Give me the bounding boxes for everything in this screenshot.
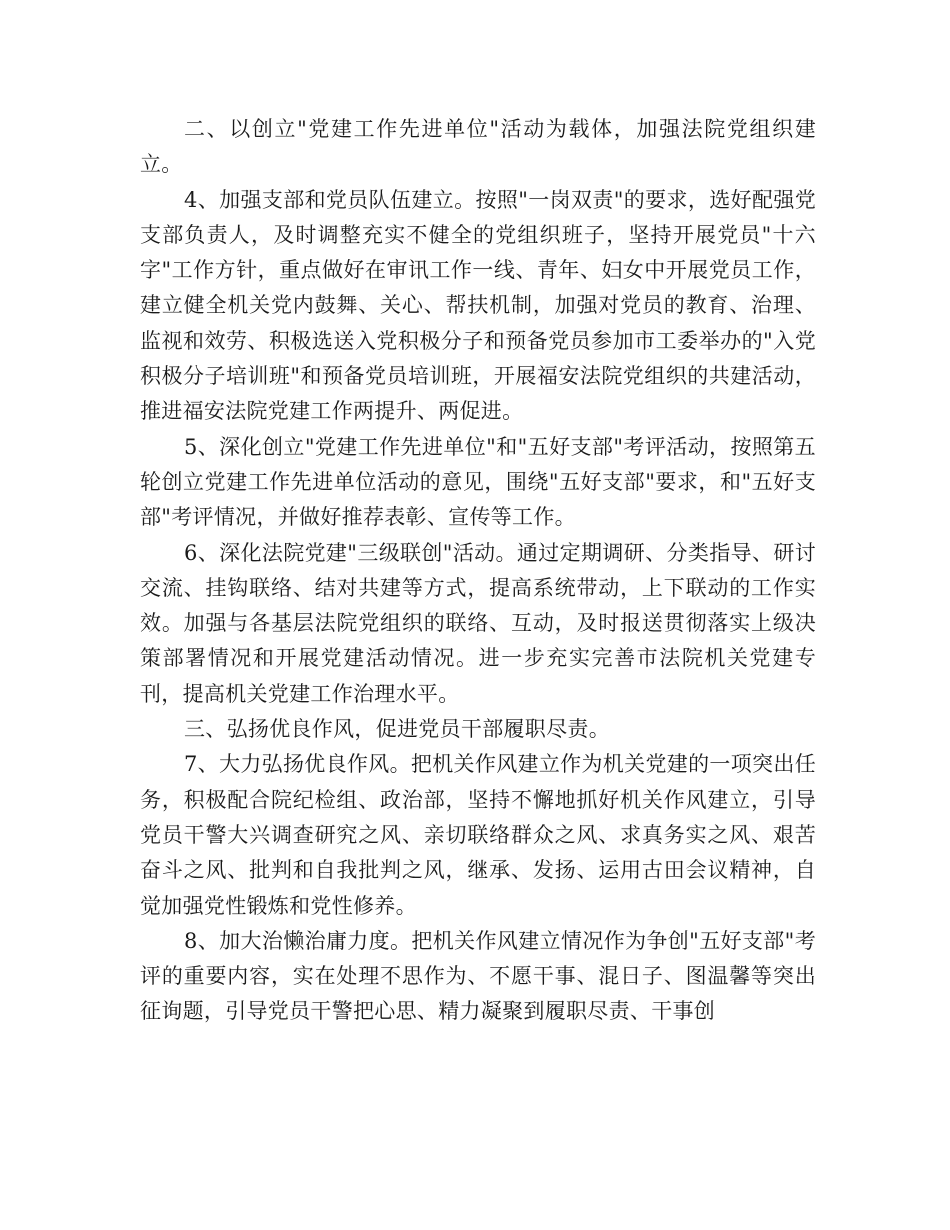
section-heading-2: 二、以创立"党建工作先进单位"活动为载体，加强法院党组织建立。 bbox=[140, 117, 816, 177]
document-body bbox=[140, 112, 816, 1030]
section-heading-3: 三、弘扬优良作风，促进党员干部履职尽责。 bbox=[184, 717, 610, 742]
paragraph-item-8: 8、加大治懒治庸力度。把机关作风建立情况作为争创"五好支部"考评的重要内容，实在处理不思作为、不愿干事、混日子、图温馨等突出征询题，引导党员干警把心思、精力凝聚到履职尽责、干事创 bbox=[140, 928, 816, 1024]
paragraph-item-6: 6、深化法院党建"三级联创"活动。通过定期调研、分类指导、研讨交流、挂钩联络、结对共建等方式，提高系统带动，上下联动的工作实效。加强与各基层法院党组织的联络、互动，及时报送贯彻落实上级决策部署情况和开展党建活动情况。进一步充实完善市法院机关党建专刊，提高机关党建工作治理水平。 bbox=[140, 540, 816, 706]
paragraph-item-4: 4、加强支部和党员队伍建立。按照"一岗双责"的要求，选好配强党支部负责人，及时调整充实不健全的党组织班子，坚持开展党员"十六字"工作方针，重点做好在审讯工作一线、青年、妇女中开展党员工作，建立健全机关党内鼓舞、关心、帮扶机制，加强对党员的教育、治理、监视和效劳、积极选送入党积极分子和预备党员参加市工委举办的"入党积极分子培训班"和预备党员培训班，开展福安法院党组织的共建活动，推进福安法院党建工作两提升、两促进。 bbox=[140, 187, 816, 424]
paragraph-item-5: 5、深化创立"党建工作先进单位"和"五好支部"考评活动，按照第五轮创立党建工作先进单位活动的意见，围绕"五好支部"要求，和"五好支部"考评情况，并做好推荐表彰、宣传等工作。 bbox=[140, 434, 816, 530]
paragraph-item-7: 7、大力弘扬优良作风。把机关作风建立作为机关党建的一项突出任务，积极配合院纪检组、政治部，坚持不懈地抓好机关作风建立，引导党员干警大兴调查研究之风、亲切联络群众之风、求真务实之风、艰苦奋斗之风、批判和自我批判之风，继承、发扬、运用古田会议精神，自觉加强党性锻炼和党性修养。 bbox=[140, 752, 816, 918]
